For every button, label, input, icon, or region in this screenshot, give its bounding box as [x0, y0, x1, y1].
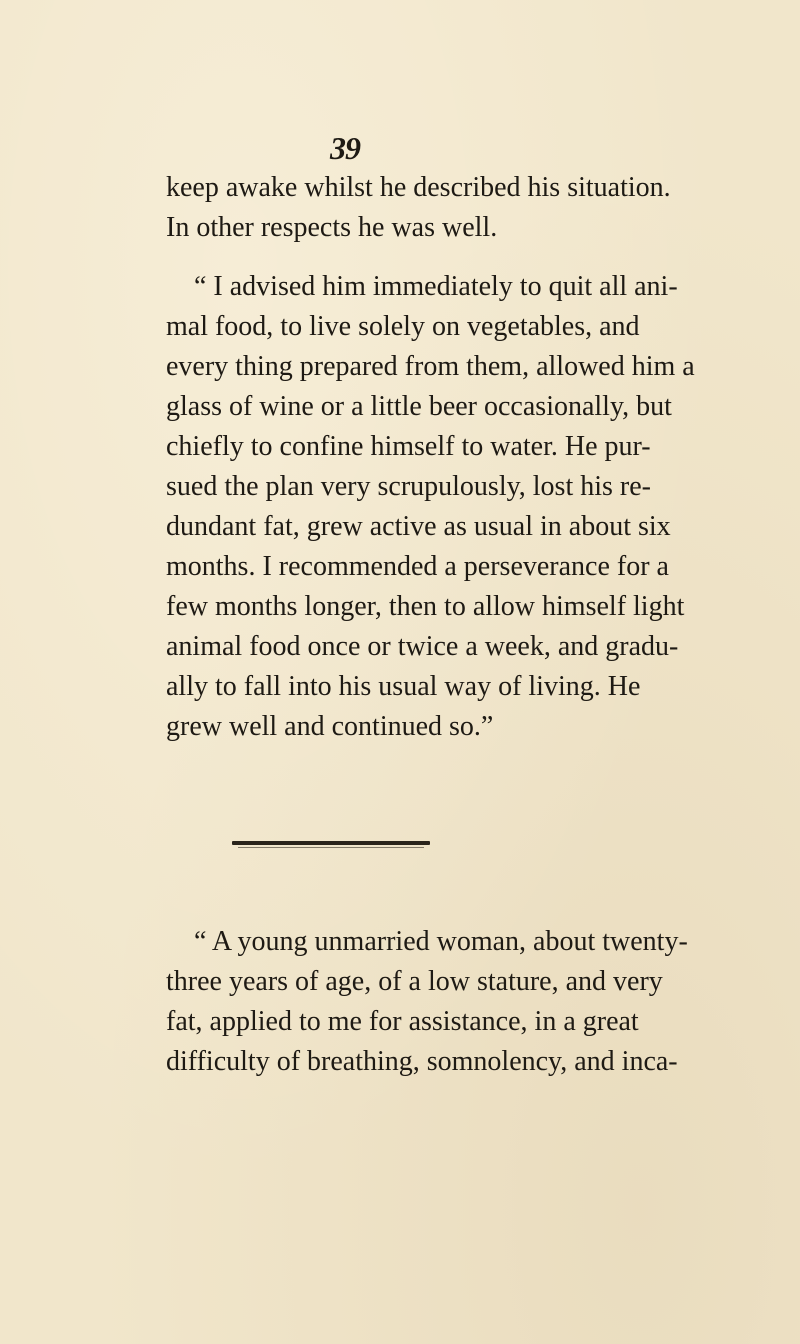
- paragraph-new-case: [166, 922, 688, 1082]
- text-line: keep awake whilst he described his situation.: [166, 172, 671, 203]
- text-line: grew well and continued so.”: [166, 711, 494, 742]
- paragraph-continuation: [166, 168, 671, 248]
- text-line: dundant fat, grew active as usual in about six: [166, 511, 671, 542]
- text-line: mal food, to live solely on vegetables, and: [166, 311, 640, 342]
- text-line: three years of age, of a low stature, and very: [166, 966, 663, 997]
- page-number: 39: [330, 130, 360, 166]
- paragraph-advice: [166, 267, 695, 747]
- text-line: fat, applied to me for assistance, in a great: [166, 1006, 639, 1037]
- section-divider: [232, 841, 430, 845]
- text-line: “ I advised him immediately to quit all ani-: [194, 271, 678, 302]
- text-line: sued the plan very scrupulously, lost his re-: [166, 471, 651, 502]
- text-line: animal food once or twice a week, and gradu-: [166, 631, 679, 662]
- text-line: every thing prepared from them, allowed him a: [166, 351, 695, 382]
- text-line: In other respects he was well.: [166, 212, 498, 243]
- text-line: difficulty of breathing, somnolency, and inca-: [166, 1046, 678, 1077]
- text-line: “ A young unmarried woman, about twenty-: [194, 926, 688, 957]
- text-line: few months longer, then to allow himself light: [166, 591, 685, 622]
- text-line: months. I recommended a perseverance for a: [166, 551, 669, 582]
- text-line: glass of wine or a little beer occasionally, but: [166, 391, 672, 422]
- text-line: chiefly to confine himself to water. He pur-: [166, 431, 651, 462]
- text-line: ally to fall into his usual way of living. He: [166, 671, 641, 702]
